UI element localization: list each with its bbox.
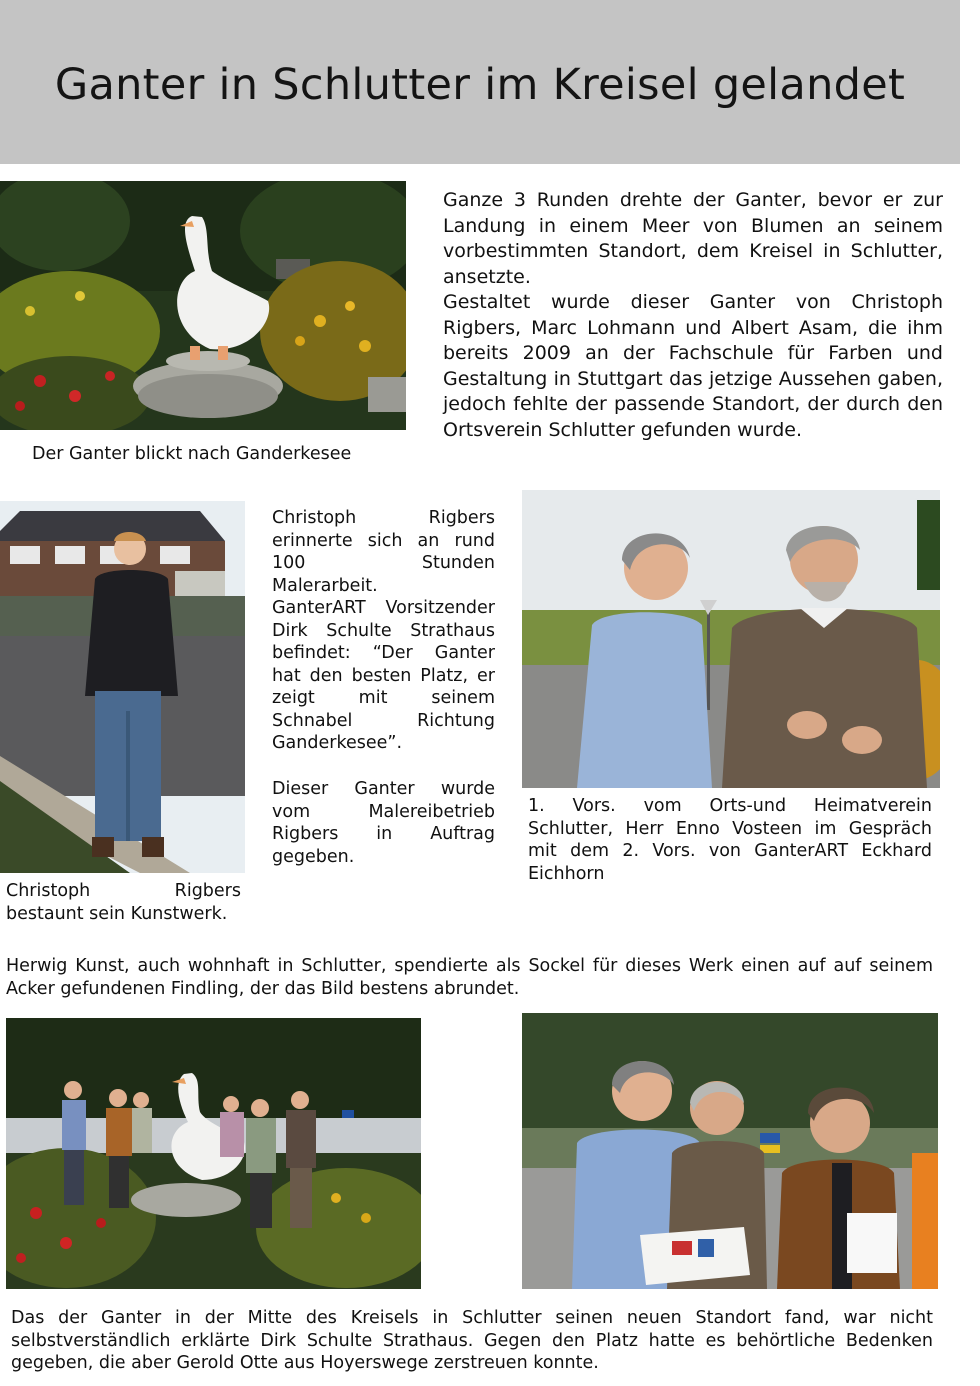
conversation-photo — [522, 490, 940, 788]
goose-sculpture-photo — [0, 181, 406, 430]
conversation-photo-caption: 1. Vors. vom Orts-und Heimatverein Schlutter, Herr Enno Vosteen im Gespräch mit dem 2. Vors. von GanterART Eckhard Eichhorn — [528, 796, 932, 884]
rigbers-paragraph: Christoph Rigbers erinnerte sich an rund 100 Stunden Malerarbeit. — [272, 508, 495, 596]
intro-paragraph-2: Gestaltet wurde dieser Ganter von Christoph Rigbers, Marc Lohmann und Albert Asam, die ihm bereits 2009 an der Fachschule für Farben und Gestaltung in Stuttgart das jetzige Aussehen gaben, jedoch fehlte der passende Standort, der durch den Ortsverein Schlutter gefunden wurde. — [443, 291, 943, 441]
rigbers-photo-caption: Christoph Rigbers bestaunt sein Kunstwerk. — [6, 881, 241, 924]
group-with-book-photo — [522, 1013, 938, 1289]
group-with-goose-photo — [6, 1018, 421, 1289]
schulte-strathaus-quote: GanterART Vorsitzender Dirk Schulte Strathaus befindet: “Der Ganter hat den besten Platz, er zeigt mit seinem Schnabel Richtung Ganderkesee”. — [272, 598, 495, 753]
rigbers-photo — [0, 501, 245, 873]
commission-paragraph: Dieser Ganter wurde vom Malereibetrieb Rigbers in Auftrag gegeben. — [272, 779, 495, 867]
intro-paragraph-1: Ganze 3 Runden drehte der Ganter, bevor er zur Landung in einem Meer von Blumen an seinem vorbestimmten Standort, dem Kreisel in Schlutter, ansetzte. — [443, 189, 943, 288]
findling-paragraph: Herwig Kunst, auch wohnhaft in Schlutter, spendierte als Sockel für dieses Werk einen auf auf seinem Acker gefundenen Findling, der das Bild bestens abrundet. — [6, 956, 933, 999]
closing-paragraph: Das der Ganter in der Mitte des Kreisels in Schlutter seinen neuen Standort fand, war nicht selbstverständlich erklärte Dirk Schulte Strathaus. Gegen den Platz hatte es behörtliche Bedenken gegeben, die aber Gerold Otte aus Hoyerswege zerstreuen konnte. — [11, 1308, 933, 1373]
goose-photo-caption: Der Ganter blickt nach Ganderkesee — [32, 444, 352, 464]
page-title: Ganter in Schlutter im Kreisel gelandet — [54, 60, 906, 110]
